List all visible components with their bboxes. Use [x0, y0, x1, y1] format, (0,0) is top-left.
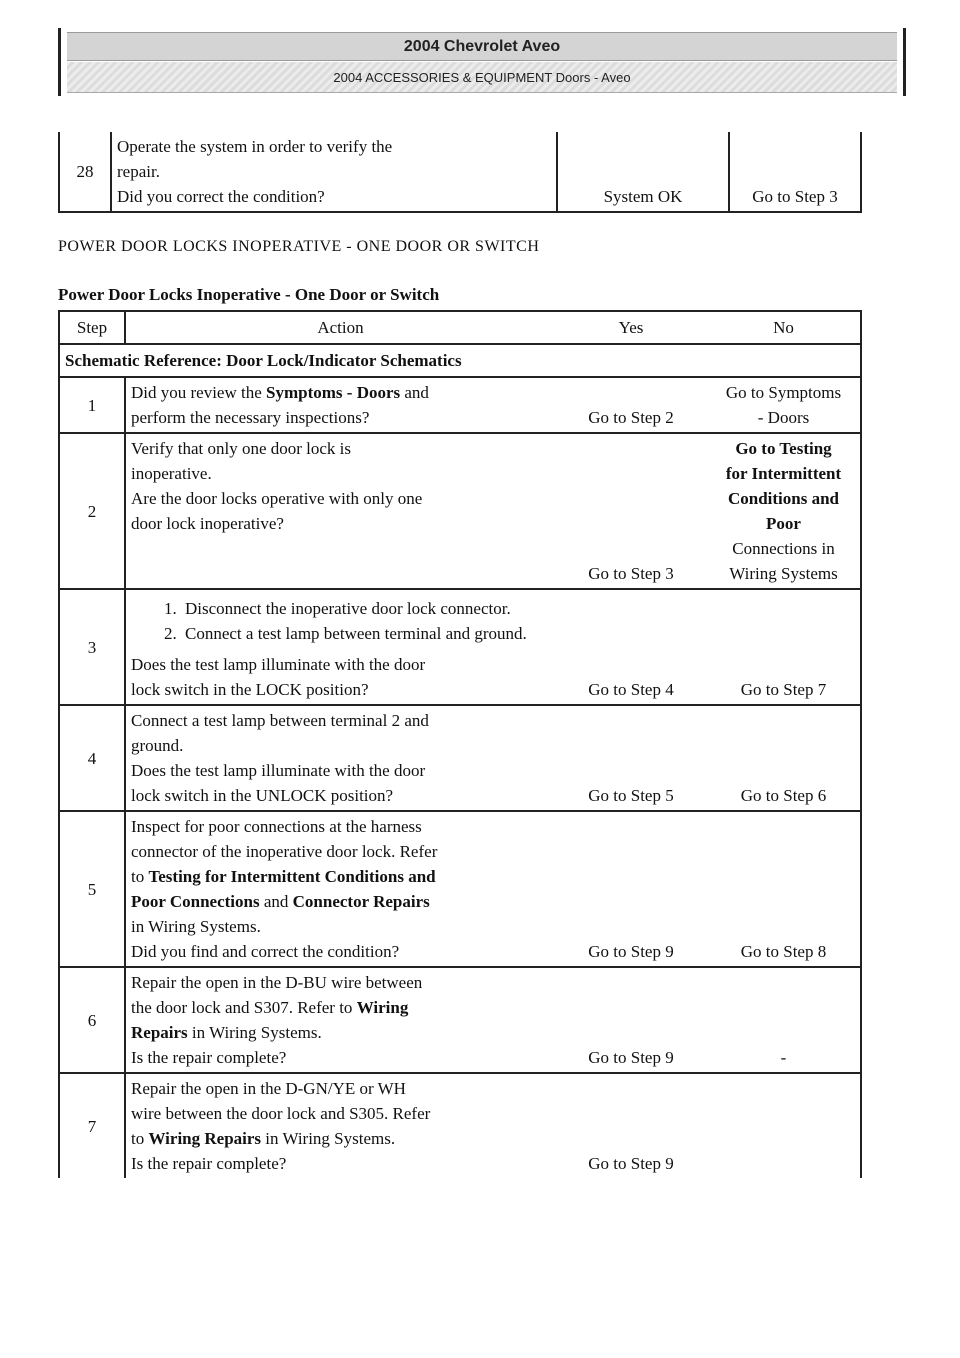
- step-number: 4: [59, 705, 125, 811]
- column-header-yes: Yes: [555, 311, 707, 344]
- page-header: [58, 28, 906, 96]
- yes-cell: Go to Step 5: [555, 705, 707, 811]
- header-title: 2004 Chevrolet Aveo: [403, 37, 561, 55]
- action-cell: Inspect for poor connections at the harness connector of the inoperative door lock. Refer to Testing for Intermittent Conditions and Poor Connections and Connector Repairs in Wiring Systems. Did you find and correct the condition?: [125, 811, 555, 967]
- link-poor-connections[interactable]: Poor Connections: [131, 892, 260, 911]
- no-cell[interactable]: Go to Testing for Intermittent Conditions and Poor Connections in Wiring Systems: [707, 433, 861, 589]
- action-cell: Repair the open in the D-GN/YE or WH wire between the door lock and S305. Refer to Wiring Repairs in Wiring Systems. Is the repair complete?: [131, 1079, 431, 1173]
- action-cell: Connect a test lamp between terminal 2 and ground. Does the test lamp illuminate with the door lock switch in the UNLOCK position?: [125, 705, 555, 811]
- link-wiring-repairs[interactable]: Wiring: [356, 998, 409, 1017]
- schematic-reference: Schematic Reference: Door Lock/Indicator Schematics: [59, 344, 861, 377]
- yes-cell: System OK: [557, 132, 729, 212]
- no-cell[interactable]: Go to Symptoms - Doors: [707, 377, 861, 433]
- section-title: POWER DOOR LOCKS INOPERATIVE - ONE DOOR OR SWITCH: [58, 238, 540, 255]
- previous-table: [58, 132, 862, 213]
- no-cell: Go to Step 3: [729, 132, 861, 212]
- diagnostic-table: [58, 310, 862, 1178]
- column-header-no: No: [707, 311, 861, 344]
- step-number: 2: [59, 433, 125, 589]
- link-testing-intermittent[interactable]: Testing for Intermittent Conditions and: [148, 867, 436, 886]
- yes-cell: Go to Step 9: [555, 967, 707, 1073]
- yes-cell: Go to Step 9: [588, 1154, 674, 1173]
- list-item: 2. Connect a test lamp between terminal and ground.: [181, 621, 550, 646]
- link-wiring-repairs[interactable]: Wiring Repairs: [148, 1129, 262, 1148]
- list-item: 1. Disconnect the inoperative door lock connector.: [181, 596, 550, 621]
- column-header-step: Step: [59, 311, 125, 344]
- yes-cell: Go to Step 4: [555, 589, 707, 705]
- action-cell: Repair the open in the D-BU wire between the door lock and S307. Refer to Wiring Repairs in Wiring Systems. Is the repair complete?: [125, 967, 555, 1073]
- step-number: 6: [59, 967, 125, 1073]
- table-row: [59, 132, 861, 212]
- action-cell: Did you review the Symptoms - Doors and perform the necessary inspections?: [125, 377, 555, 433]
- step-number: 5: [59, 811, 125, 967]
- step-number: 28: [59, 132, 111, 212]
- table-row: [59, 967, 861, 1073]
- action-cell: Verify that only one door lock is inoperative. Are the door locks operative with only one door lock inoperative?: [125, 433, 555, 589]
- link-symptoms-doors[interactable]: Symptoms - Doors: [266, 383, 401, 402]
- action-cell: Operate the system in order to verify the repair. Did you correct the condition?: [111, 132, 557, 212]
- header-subtitle-band: [67, 62, 897, 93]
- procedure-list: [131, 596, 550, 646]
- table-row: [59, 589, 861, 705]
- schematic-reference-row: [59, 344, 861, 377]
- step-number: 1: [59, 377, 125, 433]
- header-title-band: [67, 32, 897, 61]
- no-cell: Go to Step 7: [707, 589, 861, 705]
- header-subtitle: 2004 ACCESSORIES & EQUIPMENT Doors - Aveo: [333, 69, 631, 85]
- no-cell: Go to Step 6: [707, 705, 861, 811]
- column-header-action: Action: [125, 311, 555, 344]
- step-number: 7: [59, 1073, 125, 1178]
- no-cell: Go to Step 8: [707, 811, 861, 967]
- table-row: [59, 811, 861, 967]
- table-row: [59, 705, 861, 811]
- action-cell: 1. Disconnect the inoperative door lock connector. 2. Connect a test lamp between terminal and ground. Does the test lamp illuminate with the door lock switch in the LOCK position?: [125, 589, 555, 705]
- no-cell: -: [707, 967, 861, 1073]
- table-row: [59, 1073, 861, 1178]
- step-number: 3: [59, 589, 125, 705]
- table-header-row: [59, 311, 861, 344]
- no-cell: [707, 1073, 861, 1178]
- link-connector-repairs[interactable]: Connector Repairs: [292, 892, 430, 911]
- yes-cell: Go to Step 2: [555, 377, 707, 433]
- yes-cell: Go to Step 9: [555, 811, 707, 967]
- table-row: [59, 433, 861, 589]
- table-row: [59, 377, 861, 433]
- yes-cell: Go to Step 3: [555, 433, 707, 589]
- table-title: Power Door Locks Inoperative - One Door or Switch: [58, 285, 440, 304]
